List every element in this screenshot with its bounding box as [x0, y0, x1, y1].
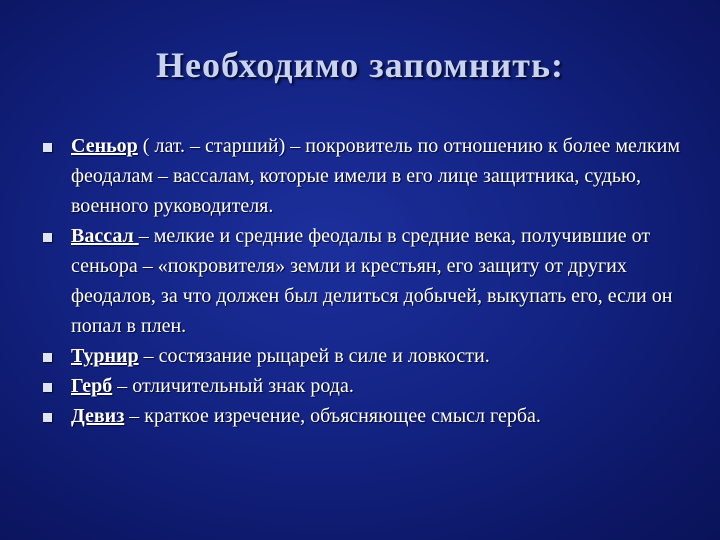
- list-item: [42, 221, 692, 341]
- square-bullet-icon: [43, 383, 52, 392]
- definitions-list: [42, 131, 692, 431]
- term-motto: Девиз: [71, 405, 125, 427]
- term-coat-of-arms: Герб: [71, 375, 113, 397]
- term-vassal: Вассал: [71, 225, 139, 247]
- square-bullet-icon: [43, 233, 52, 242]
- definition-text: ( лат. – старший) – покровитель по отношению к более мелким феодалам – вассалам, которые имели в его лице защитника, судью, военного руководителя.: [71, 135, 680, 217]
- definition-text: – отличительный знак рода.: [112, 375, 354, 397]
- definition-text: – краткое изречение, объясняющее смысл герба.: [124, 405, 541, 427]
- slide-title: Необходимо запомнить:: [156, 45, 564, 85]
- square-bullet-icon: [43, 413, 52, 422]
- definition-text: – состязание рыцарей в силе и ловкости.: [138, 345, 490, 367]
- definition-text: – мелкие и средние феодалы в средние века, получившие от сеньора – «покровителя» земли и крестьян, его защиту от других феодалов, за что должен был делиться добычей, выкупать его, если он попал в плен.: [71, 225, 673, 337]
- list-item: [42, 131, 692, 221]
- square-bullet-icon: [43, 353, 52, 362]
- list-item: [42, 341, 692, 371]
- term-tournament: Турнир: [71, 345, 139, 367]
- list-item: [42, 371, 692, 401]
- square-bullet-icon: [43, 143, 52, 152]
- term-senor: Сеньор: [71, 135, 138, 157]
- list-item: [42, 401, 692, 431]
